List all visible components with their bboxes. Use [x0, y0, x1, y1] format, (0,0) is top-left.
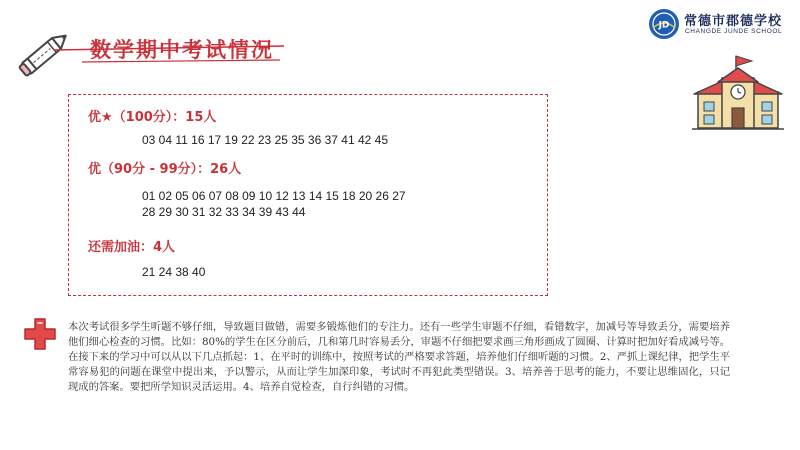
- group-title-needs-improvement: 还需加油：4人: [88, 240, 176, 255]
- school-name-cn: 常德市郡德学校: [684, 14, 783, 29]
- school-logo: [648, 8, 794, 42]
- school-building-icon: [692, 52, 784, 134]
- student-numbers-excellent-line1: 01 02 05 06 07 08 09 10 12 13 14 15 18 20 26 27: [142, 189, 406, 203]
- school-emblem-icon: [648, 8, 680, 40]
- student-numbers-needs-improvement: 21 24 38 40: [142, 265, 206, 279]
- school-name-en: CHANGDE JUNDE SCHOOL: [685, 28, 783, 35]
- page-title: 数学期中考试情况: [90, 38, 274, 62]
- emblem-text: JD: [658, 20, 670, 31]
- red-cross-icon: [22, 316, 58, 352]
- group-title-excellent: 优（90分 - 99分）：26人: [88, 162, 242, 177]
- student-numbers-perfect: 03 04 11 16 17 19 22 23 25 35 36 37 41 42 45: [142, 133, 388, 147]
- group-title-perfect: 优★（100分）：15人: [88, 110, 217, 125]
- summary-paragraph: 本次考试很多学生听题不够仔细，导致题目做错，需要多锻炼他们的专注力。还有一些学生审题不仔细，看错数字，加减号等导致丢分，需要培养他们细心检查的习惯。比如：80%的学生在区分前后，几和第几时容易丢分，审题不仔细把要求画三角形画成了圆圈、计算时把加好看成减号等。在接下来的学习中可以从以下几点抓起：1、在平时的训练中，按照考试的严格要求答题，培养他们仔细听题的习惯。2、严抓上课纪律，把学生平常容易犯的问题在课堂中提出来，予以警示，从而让学生加深印象，考试时不再犯此类型错误。3、培养善于思考的能力，不要让思维固化，只记现成的答案。要把所学知识灵活运用。4、培养自觉检查，自行纠错的习惯。: [68, 321, 730, 393]
- student-numbers-excellent-line2: 28 29 30 31 32 33 34 39 43 44: [142, 205, 306, 219]
